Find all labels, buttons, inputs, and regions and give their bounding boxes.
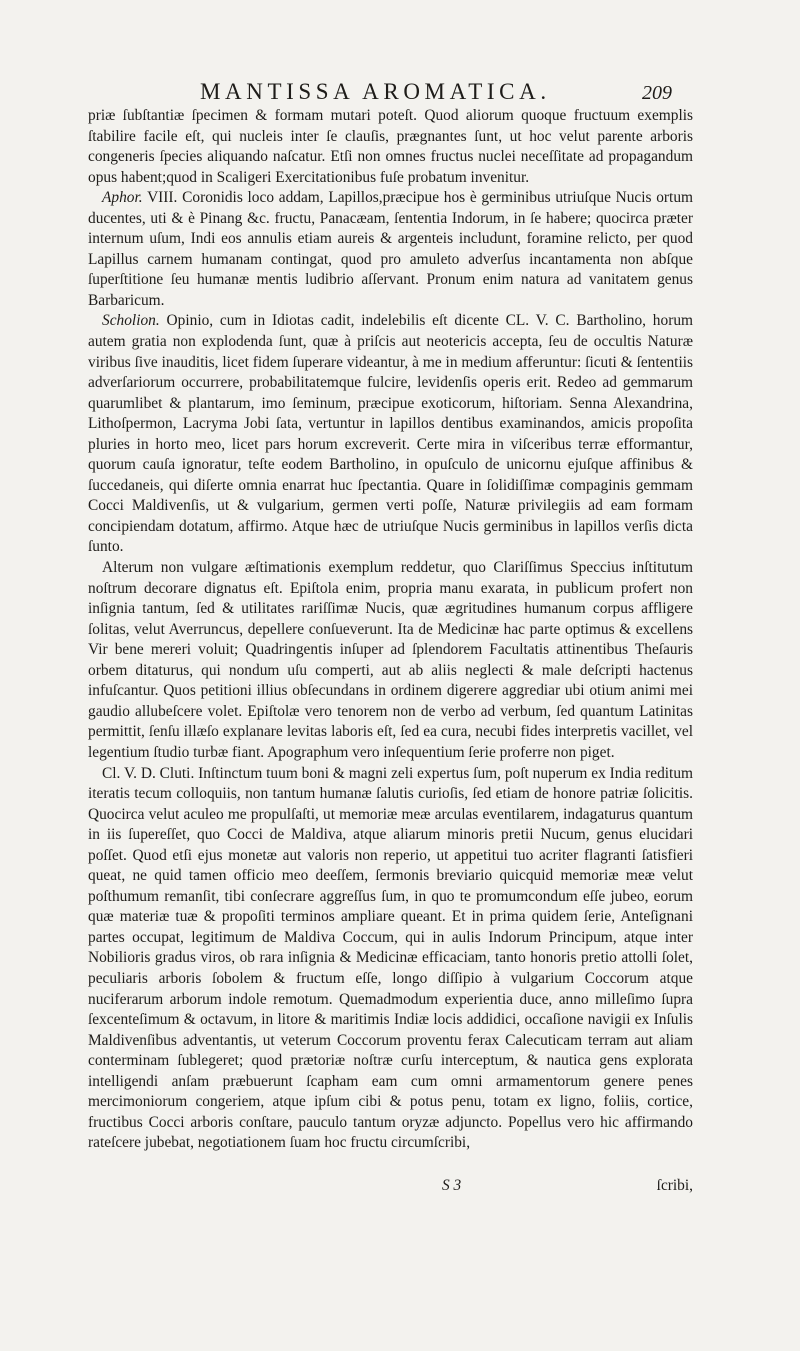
paragraph-aphorism bbox=[88, 188, 693, 311]
page-footer bbox=[88, 1176, 693, 1198]
paragraph-text: VIII. Coronidis loco addam, Lapillos,præcipue hos è germinibus utriuſque Nucis ortum ducentes, uti & è Pinang &c. fructu, Panacæam, ſententia Indorum, in ſe habere; quocirca præter internum uſum, Indi eos annulis etiam aureis & argenteis includunt, foramine relicto, per quod Lapillus carnem humanam contingat, quod pro amuleto adverſus incantamenta non abſque ſuperſtitione ſeu humanæ mentis ludibrio aſſervant. Pronum enim natura ad vanitatem genus Barbaricum. bbox=[88, 189, 693, 309]
paragraph-continuation bbox=[88, 106, 693, 188]
signature-mark: S 3 bbox=[442, 1177, 462, 1194]
running-title: MANTISSA AROMATICA. bbox=[200, 79, 551, 104]
paragraph-text: Opinio, cum in Idiotas cadit, indelebilis eſt dicente CL. V. C. Bartholino, horum autem gratia non explodenda ſunt, quæ à priſcis aut neotericis accepta, ſeu de occultis Naturæ viribus ſive inauditis, licet fidem ſuperare videantur, à me in medium afferuntur: ſicuti & ſententiis adverſariorum occurrere, probabilitatemque fulcire, levidenſis operis erit. Redeo ad gemmarum quarumlibet & plantarum, imo ſeminum, præcipue exoticorum, hiſtoriam. Senna Alexandrina, Lithoſpermon, Lacryma Jobi ſata, vertuntur in lapillos dentibus examinandos, amicis propoſita pluries in horto meo, licet pars horum excreverit. Certe mira in viſceribus terræ efformantur, quorum cauſa ignoratur, teſte eodem Bartholino, in opuſculo de unicornu ejuſque affinibus & ſuccedaneis, qui diſerte omnia enarrat huc ſpectantia. Quare in ſolidiſſimæ compaginis gemmam Cocci Maldivenſis, ut & vulgarium, germen verti poſſe, Naturæ privilegiis ad eam formam concipiendam dotatum, affirmo. Atque hæc de utriuſque Nucis germinibus in lapillos verſis dicta ſunto. bbox=[88, 312, 693, 556]
paragraph-scholion bbox=[88, 311, 693, 558]
page-body bbox=[88, 106, 693, 1154]
catchword: ſcribi, bbox=[656, 1177, 693, 1194]
paragraph-text: Alterum non vulgare æſtimationis exemplum reddetur, quo Clariſſimus Speccius inſtitutum noſtrum decorare dignatus eſt. Epiſtola enim, propria manu exarata, in publicum profert non inſignia tantum, ſed & utilitates rariſſimæ Nucis, quæ ægritudines humanum corpus affligere ſolitas, velut Averruncus, depellere conſueverunt. Ita de Medicinæ hac parte optimus & excellens Vir bene mereri voluit; Quadringentis inſuper ad ſplendorem Facultatis attinentibus Theſauris orbem ditaturus, qui nondum uſu comperti, aut ab aliis neglecti & male deſcripti hactenus infuſcantur. Quos petitioni illius obſecundans in ordinem digerere aggrediar ubi otium animi mei gaudio allubeſcere volet. Epiſtolæ vero tenorem non de verbo ad verbum, ſed quantum Latinitas permittit, ſenſu illæſo explanare levitas laboris eſt, ſed ea cura, necubi fides interpretis vacillet, vel legentium ſtudio turbæ fiant. Apographum vero inſequentium ſerie proferre non piget. bbox=[88, 559, 693, 761]
paragraph-exemplum bbox=[88, 558, 693, 763]
paragraph-lead: Scholion. bbox=[102, 312, 160, 330]
page-number: 209 bbox=[642, 82, 672, 104]
paragraph-epistola bbox=[88, 764, 693, 1154]
paragraph-text: priæ ſubſtantiæ ſpecimen & formam mutari poteſt. Quod aliorum quoque fructuum exemplis ſtabilire facile eſt, qui nucleis inter ſe clauſis, prægnantes ſunt, ut hoc velut parente arboris congeneris ſpecies aliquando naſcatur. Etſi non omnes fructus nuclei neceſſitate ad propagandum opus habent;quod in Scaligeri Exercitationibus fuſe probatum invenitur. bbox=[88, 107, 693, 186]
paragraph-lead: Aphor. bbox=[102, 189, 143, 207]
paragraph-text: Cl. V. D. Cluti. Inſtinctum tuum boni & magni zeli expertus ſum, poſt nuperum ex India reditum iteratis tecum colloquiis, non tantum humanæ ſalutis curioſis, ſed etiam de honore patriæ ſolicitis. Quocirca velut aculeo me propulſaſti, ut memoriæ meæ arculas eventilarem, indagaturus quantum in iis ſupereſſet, quo Cocci de Maldiva, atque aliarum minoris pretii Nucum, genus elucidari poſſet. Quod etſi ejus monetæ aut valoris non reperio, ut appetitui tuo acriter flagranti ſatisfieri queat, ne quid tamen officio meo deeſſem, ſermonis breviario quicquid memoriæ meæ velut poſthumum remanſit, tibi conſecrare aggreſſus ſum, in quo te promumcondum eſſe jubeo, eorum quæ materiæ tuæ & propoſiti terminos ampliare queant. Et in prima quidem ſerie, Anteſignani partes occupat, legitimum de Maldiva Coccum, qui in aulis Indorum Principum, atque inter Nobilioris gradus viros, ob rara inſignia & Medicinæ efficaciam, tanto honoris pretio attolli ſolet, peculiaris arboris ſobolem & fructum eſſe, longo diſſipio à vulgarium Coccorum atque nuciferarum arborum indole remotum. Quemadmodum experientia duce, anno milleſimo ſupra ſexcenteſimum & octavum, in litore & maritimis Indiæ locis addidici, occaſione navigii ex Inſulis Maldivenſibus adventantis, ut veterum Coccorum proventu ferax Calecuticam terram aut aliam conterminam ſublegeret; quod prætoriæ noſtræ curſu interceptum, & nautica gens explorata intelligendi anſam præbuerunt ſcapham eam cum omni armamentorum genere penes mercimoniorum congeriem, atque ipſum cibi & potus penu, totam ex ligno, foliis, cortice, fructibus Cocci arboris conſtare, pauculo tantum oryzæ adjuncto. Popellus vero hic affirmando rateſcere jubebat, negotiationem ſuam hoc fructu circumſcribi, bbox=[88, 764, 693, 1152]
